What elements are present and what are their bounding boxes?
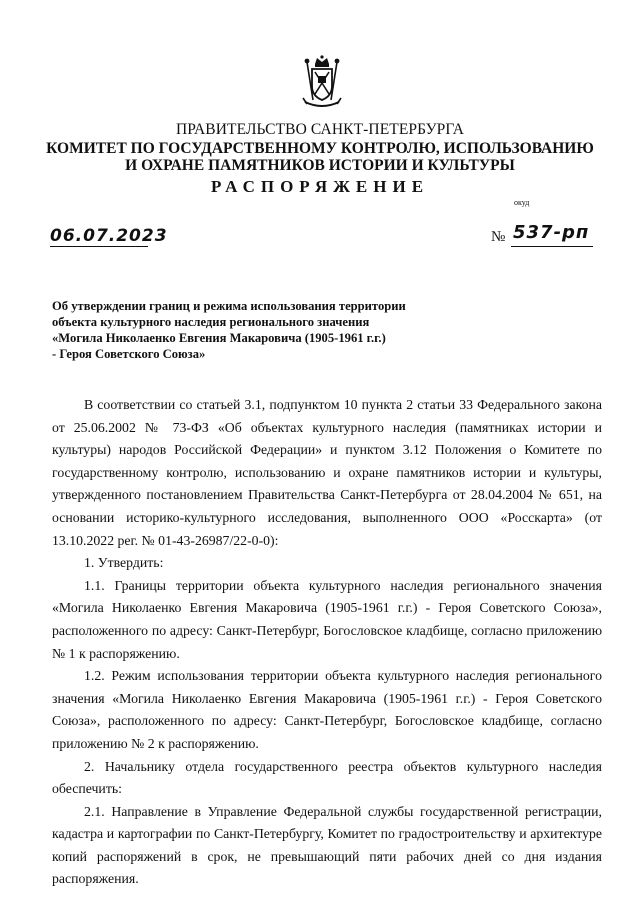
document-body: [52, 394, 602, 891]
number-sign: №: [491, 229, 506, 245]
date-underline: [50, 246, 148, 247]
government-name: ПРАВИТЕЛЬСТВО САНКТ-ПЕТЕРБУРГА: [175, 121, 465, 138]
coat-of-arms-emblem: [297, 54, 347, 110]
number-underline: [511, 246, 593, 247]
item-1-2-paragraph: 1.2. Режим использования территории объекта культурного наследия регионального значения «Могила Николаенко Евгения Макаровича (1905-1961 г.г.) - Героя Советского Союза», расположенного по адресу: Санкт-Петербург, Богословское кладбище, согласно приложению № 2 к распоряжению.: [52, 668, 602, 751]
document-subject: [52, 298, 472, 362]
item-2-paragraph: 2. Начальнику отдела государственного реестра объектов культурного наследия обеспечить:: [52, 758, 602, 797]
document-date: 06.07.2023: [50, 226, 168, 246]
item-1-1-paragraph: 1.1. Границы территории объекта культурного наследия регионального значения «Могила Николаенко Евгения Макаровича (1905-1961 г.г.) - Героя Советского Союза», расположенного по адресу: Санкт-Петербург, Богословское кладбище, согласно приложению № 1 к распоряжению.: [52, 577, 602, 661]
subject-line: «Могила Николаенко Евгения Макаровича (1905-1961 г.г.): [52, 331, 386, 345]
preamble-paragraph: В соответствии со статьей 3.1, подпунктом 10 пункта 2 статьи 33 Федерального закона от 25.06.2002 № 73-ФЗ «Об объектах культурного наследия (памятниках истории и культуры) народов Российской Федерации» и пунктом 3.12 Положения о Комитете по государственному контролю, использованию и охране памятников истории и культуры, утвержденного постановлением Правительства Санкт-Петербурга от 28.04.2004 № 651, на основании историко-культурного исследования, выполненного ООО «Росскарта» (от 13.10.2022 рег. № 01-43-26987/22-0-0):: [52, 397, 602, 548]
subject-line: Об утверждении границ и режима использования территории: [52, 299, 406, 313]
subject-line: - Героя Советского Союза»: [52, 347, 206, 361]
committee-line-1: КОМИТЕТ ПО ГОСУДАРСТВЕННОМУ КОНТРОЛЮ, ИСПОЛЬЗОВАНИЮ: [46, 140, 594, 157]
document-number: 537-рп: [513, 222, 590, 243]
document-type: РАСПОРЯЖЕНИЕ: [210, 177, 430, 196]
okud-label: окуд: [514, 198, 530, 207]
committee-line-2: И ОХРАНЕ ПАМЯТНИКОВ ИСТОРИИ И КУЛЬТУРЫ: [125, 157, 515, 174]
committee-name: [0, 140, 640, 174]
subject-line: объекта культурного наследия регионального значения: [52, 315, 370, 329]
item-1-paragraph: 1. Утвердить:: [84, 555, 164, 571]
item-2-1-paragraph: 2.1. Направление в Управление Федеральной службы государственной регистрации, кадастра и картографии по Санкт-Петербургу, Комитет по градостроительству и архитектуре копий распоряжений в срок, не превышающий пяти рабочих дней со дня издания распоряжения.: [52, 803, 602, 887]
